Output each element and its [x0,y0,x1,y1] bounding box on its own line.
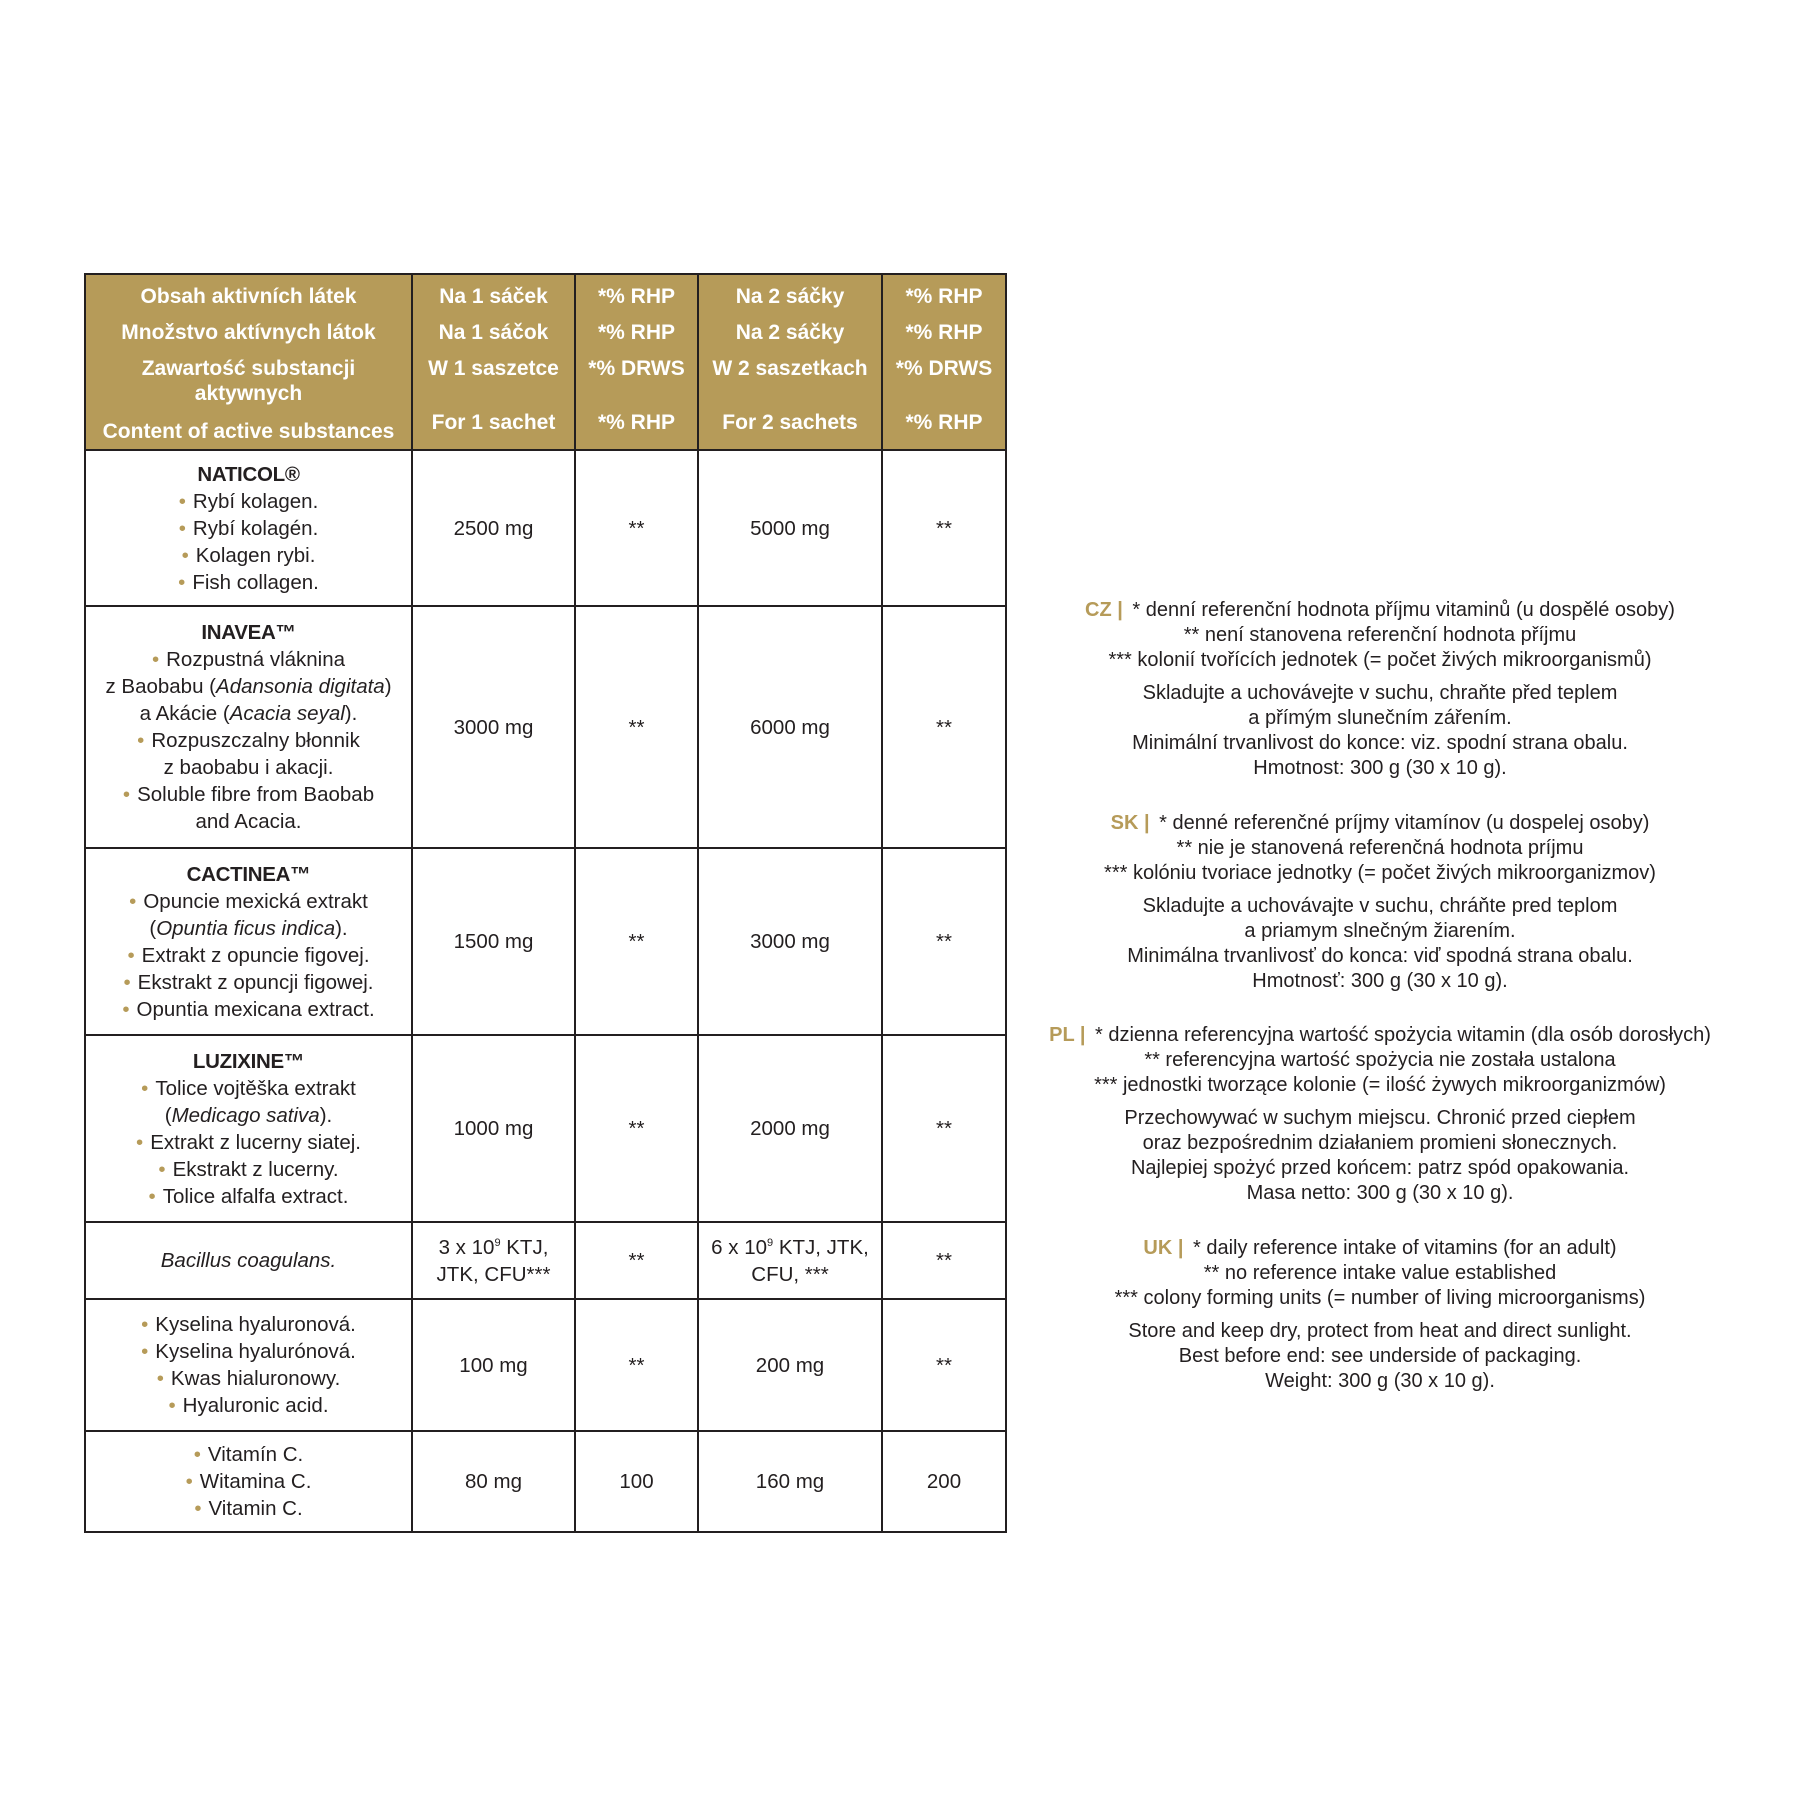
header-line: Na 1 sáčok [438,321,549,344]
bullet-icon: • [178,570,186,594]
header-line: Množstvo aktívnych látok [121,321,376,344]
latin-name: Bacillus coagulans. [160,1249,337,1272]
notes-block-cz [1030,598,1730,789]
ingredient-line: • Vitamín C. [193,1443,304,1466]
latin-name: Adansonia digitata [216,675,385,698]
header-line: *% RHP [597,321,676,344]
ingredient-name: CACTINEA™ [186,862,311,886]
rhp-per-2-sachets: 200 [882,1431,1006,1532]
header-line: aktywnych [194,382,303,405]
bullet-icon: • [178,489,186,513]
ingredient-line: • Tolice alfalfa extract. [148,1184,349,1208]
amount-per-1-sachet: 1000 mg [412,1035,575,1222]
storage-line: Skladujte a uchovávajte v suchu, chráňte pred teplom [1142,895,1618,917]
rhp-per-2-sachets: ** [882,1222,1006,1299]
storage-paragraph [1030,1106,1730,1206]
header-line: *% RHP [905,285,983,308]
header-line: For 2 sachets [722,411,858,434]
bullet-icon: • [194,1497,202,1520]
amount-per-1-sachet: 80 mg [412,1431,575,1532]
storage-line: Store and keep dry, protect from heat and direct sunlight. [1128,1320,1632,1342]
bullet-icon: • [129,889,137,913]
language-code: UK | [1143,1237,1184,1259]
header-line: *% RHP [597,285,676,308]
storage-line: Masa netto: 300 g (30 x 10 g). [1246,1182,1514,1204]
ingredient-line: • Rybí kolagén. [178,516,319,540]
table-row [85,1035,1006,1222]
legend-line: SK | * denné referenčné príjmy vitamínov (u dospelej osoby) [1110,812,1650,834]
legend-line: ** no reference intake value established [1203,1262,1557,1284]
table-row [85,848,1006,1035]
rhp-per-1-sachet: ** [575,1222,698,1299]
bullet-icon: • [123,970,131,994]
table-row [85,606,1006,848]
header-line: *% RHP [905,411,983,434]
ingredient-cell [85,450,412,606]
ingredient-line: • Extrakt z lucerny siatej. [136,1130,361,1154]
header-line: *% RHP [905,321,983,344]
legend-paragraph [1030,1023,1730,1098]
bullet-icon: • [136,1130,144,1154]
bullet-icon: • [122,783,131,806]
header-content [85,274,412,450]
ingredient-line: • Kyselina hyaluronová. [141,1313,356,1336]
ingredient-line: (Medicago sativa). [164,1103,333,1127]
bullet-icon: • [122,997,130,1021]
header-line: *% DRWS [588,357,685,380]
legend-line: PL | * dzienna referencyjna wartość spożycia witamin (dla osób dorosłych) [1049,1024,1711,1046]
ingredient-line: and Acacia. [195,810,302,833]
amount-per-2-sachets: 200 mg [698,1299,882,1431]
storage-paragraph [1030,681,1730,781]
nutrition-table [84,273,1007,1533]
storage-line: a priamym slnečným žiarením. [1244,920,1516,942]
notes-block-sk [1030,811,1730,1002]
amount-per-2-sachets [698,1222,882,1299]
storage-line: Skladujte a uchovávejte v suchu, chraňte před teplem [1142,682,1618,704]
ingredient-line: • Rybí kolagen. [178,489,319,513]
ingredient-line: • Soluble fibre from Baobab [122,783,375,806]
ingredient-line: • Tolice vojtěška extrakt [141,1076,356,1100]
ingredient-line: (Opuntia ficus indica). [149,916,348,940]
ingredient-name: NATICOL® [197,462,300,486]
storage-line: Best before end: see underside of packaging. [1178,1345,1582,1367]
header-line: For 1 sachet [431,411,556,434]
bullet-icon: • [141,1340,149,1363]
latin-name: Medicago sativa [171,1103,320,1127]
ingredient-line: • Hyaluronic acid. [168,1394,329,1417]
rhp-per-1-sachet: ** [575,450,698,606]
amount-per-2-sachets: 5000 mg [698,450,882,606]
table-row [85,450,1006,606]
amount-per-2-sachets: 2000 mg [698,1035,882,1222]
header-line: Na 2 sáčky [735,285,845,308]
header-rhp-1 [575,274,698,450]
legend-paragraph [1030,811,1730,886]
ingredient-line: • Rozpustná vláknina [151,648,346,671]
amount-per-1-sachet [412,1222,575,1299]
legend-line: *** colony forming units (= number of living microorganisms) [1114,1287,1646,1309]
rhp-per-2-sachets: ** [882,1299,1006,1431]
header-line: *% RHP [597,411,676,434]
header-line: Zawartość substancji [141,357,356,380]
language-code: SK | [1110,812,1150,834]
header-per-1-sachet [412,274,575,450]
rhp-per-1-sachet: ** [575,848,698,1035]
ingredient-line: • Rozpuszczalny błonnik [137,729,360,752]
ingredient-cell [85,848,412,1035]
rhp-per-1-sachet: ** [575,1035,698,1222]
exponent: 9 [767,1236,774,1249]
amount-per-1-sachet: 2500 mg [412,450,575,606]
amount-line: 6 x $10^9$ KTJ, JTK, [711,1235,869,1259]
rhp-per-2-sachets: ** [882,606,1006,848]
legend-line: *** kolóniu tvoriace jednotky (= počet živých mikroorganizmov) [1104,862,1656,884]
legend-paragraph [1030,598,1730,673]
ingredient-line: • Kolagen rybi. [181,543,316,567]
table-row [85,1431,1006,1532]
rhp-per-2-sachets: ** [882,848,1006,1035]
legend-line: CZ | * denní referenční hodnota příjmu vitaminů (u dospělé osoby) [1085,599,1675,621]
ingredient-cell [85,1431,412,1532]
storage-line: Najlepiej spożyć przed końcem: patrz spód opakowania. [1130,1157,1630,1179]
amount-per-1-sachet: 1500 mg [412,848,575,1035]
notes-block-pl [1030,1023,1730,1214]
legend-paragraph [1030,1236,1730,1311]
bullet-icon: • [178,516,186,540]
exponent: 9 [494,1236,501,1249]
table-header-row [85,274,1006,450]
storage-line: Minimálna trvanlivosť do konca: viď spodná strana obalu. [1127,945,1633,967]
ingredient-cell [85,1035,412,1222]
amount-per-1-sachet: 100 mg [412,1299,575,1431]
language-code: CZ | [1085,599,1123,621]
bullet-icon: • [141,1076,149,1100]
table-row [85,1299,1006,1431]
ingredient-cell [85,606,412,848]
rhp-per-2-sachets: ** [882,1035,1006,1222]
table-body [85,450,1006,1532]
storage-paragraph [1030,894,1730,994]
bullet-icon: • [193,1443,201,1466]
latin-name: Opuntia ficus indica [156,916,336,940]
ingredient-line: z baobabu i akacji. [163,756,334,779]
header-line: *% DRWS [895,357,993,380]
header-line: Obsah aktivních látek [140,285,357,308]
storage-line: Minimální trvanlivost do konce: viz. spodní strana obalu. [1132,732,1628,754]
rhp-per-1-sachet: 100 [575,1431,698,1532]
storage-paragraph [1030,1319,1730,1394]
table-row [85,1222,1006,1299]
legend-line: *** jednostki tworzące kolonie (= ilość żywych mikroorganizmów) [1094,1074,1666,1096]
ingredient-line: • Vitamin C. [194,1497,303,1520]
bullet-icon: • [148,1184,156,1208]
notes-block-uk [1030,1236,1730,1402]
bullet-icon: • [158,1157,166,1181]
latin-name: Acacia seyal [229,702,345,725]
amount-line: JTK, CFU*** [436,1262,551,1286]
ingredient-line [86,1247,411,1274]
bullet-icon: • [168,1394,176,1417]
storage-line: a přímým slunečním zářením. [1248,707,1512,729]
bullet-icon: • [181,543,189,567]
storage-line: Weight: 300 g (30 x 10 g). [1265,1370,1495,1392]
ingredient-line: • Opuntia mexicana extract. [122,997,375,1021]
ingredient-line: • Ekstrakt z opuncji figowej. [123,970,374,994]
bullet-icon: • [137,729,145,752]
bullet-icon: • [156,1367,164,1390]
header-line: Na 2 sáčky [735,321,845,344]
ingredient-line: z Baobabu (Adansonia digitata) [105,675,392,698]
bullet-icon: • [127,943,135,967]
language-code: PL | [1049,1024,1086,1046]
bullet-icon: • [151,648,160,671]
ingredient-cell [85,1299,412,1431]
amount-line: CFU, *** [751,1262,829,1286]
ingredient-line: • Opuncie mexická extrakt [129,889,368,913]
storage-line: Przechowywać w suchym miejscu. Chronić przed ciepłem [1124,1107,1636,1129]
rhp-per-2-sachets: ** [882,450,1006,606]
ingredient-name: LUZIXINE™ [192,1049,305,1073]
amount-line: 3 x $10^9$ KTJ, [438,1235,549,1259]
ingredient-line: • Fish collagen. [178,570,319,594]
ingredient-line: • Extrakt z opuncie figovej. [127,943,370,967]
legend-line: ** referencyjna wartość spożycia nie została ustalona [1144,1049,1616,1071]
amount-per-1-sachet: 3000 mg [412,606,575,848]
header-line: W 1 saszetce [428,357,559,380]
ingredient-line: • Kwas hialuronowy. [156,1367,341,1390]
ingredient-line: a Akácie (Acacia seyal). [139,702,358,725]
ingredient-line: • Ekstrakt z lucerny. [158,1157,339,1181]
header-per-2-sachets [698,274,882,450]
bullet-icon: • [185,1470,193,1493]
header-line: W 2 saszetkach [712,357,868,380]
storage-line: Hmotnosť: 300 g (30 x 10 g). [1252,970,1508,992]
ingredient-name: INAVEA™ [201,621,296,644]
storage-line: Hmotnost: 300 g (30 x 10 g). [1253,757,1507,779]
ingredient-line: • Witamina C. [185,1470,312,1493]
ingredient-cell [85,1222,412,1299]
header-rhp-2 [882,274,1006,450]
legend-line: UK | * daily reference intake of vitamins (for an adult) [1143,1237,1617,1259]
legend-line: *** kolonií tvořících jednotek (= počet živých mikroorganismů) [1108,649,1652,671]
header-line: Na 1 sáček [439,285,548,308]
amount-per-2-sachets: 160 mg [698,1431,882,1532]
amount-per-2-sachets: 6000 mg [698,606,882,848]
ingredient-line: • Kyselina hyalurónová. [141,1340,356,1363]
header-line: Content of active substances [102,420,395,443]
rhp-per-1-sachet: ** [575,1299,698,1431]
rhp-per-1-sachet: ** [575,606,698,848]
legend-line: ** není stanovena referenční hodnota příjmu [1183,624,1577,646]
legend-line: ** nie je stanovená referenčná hodnota príjmu [1176,837,1584,859]
storage-line: oraz bezpośrednim działaniem promieni słonecznych. [1142,1132,1618,1154]
bullet-icon: • [141,1313,149,1336]
amount-per-2-sachets: 3000 mg [698,848,882,1035]
